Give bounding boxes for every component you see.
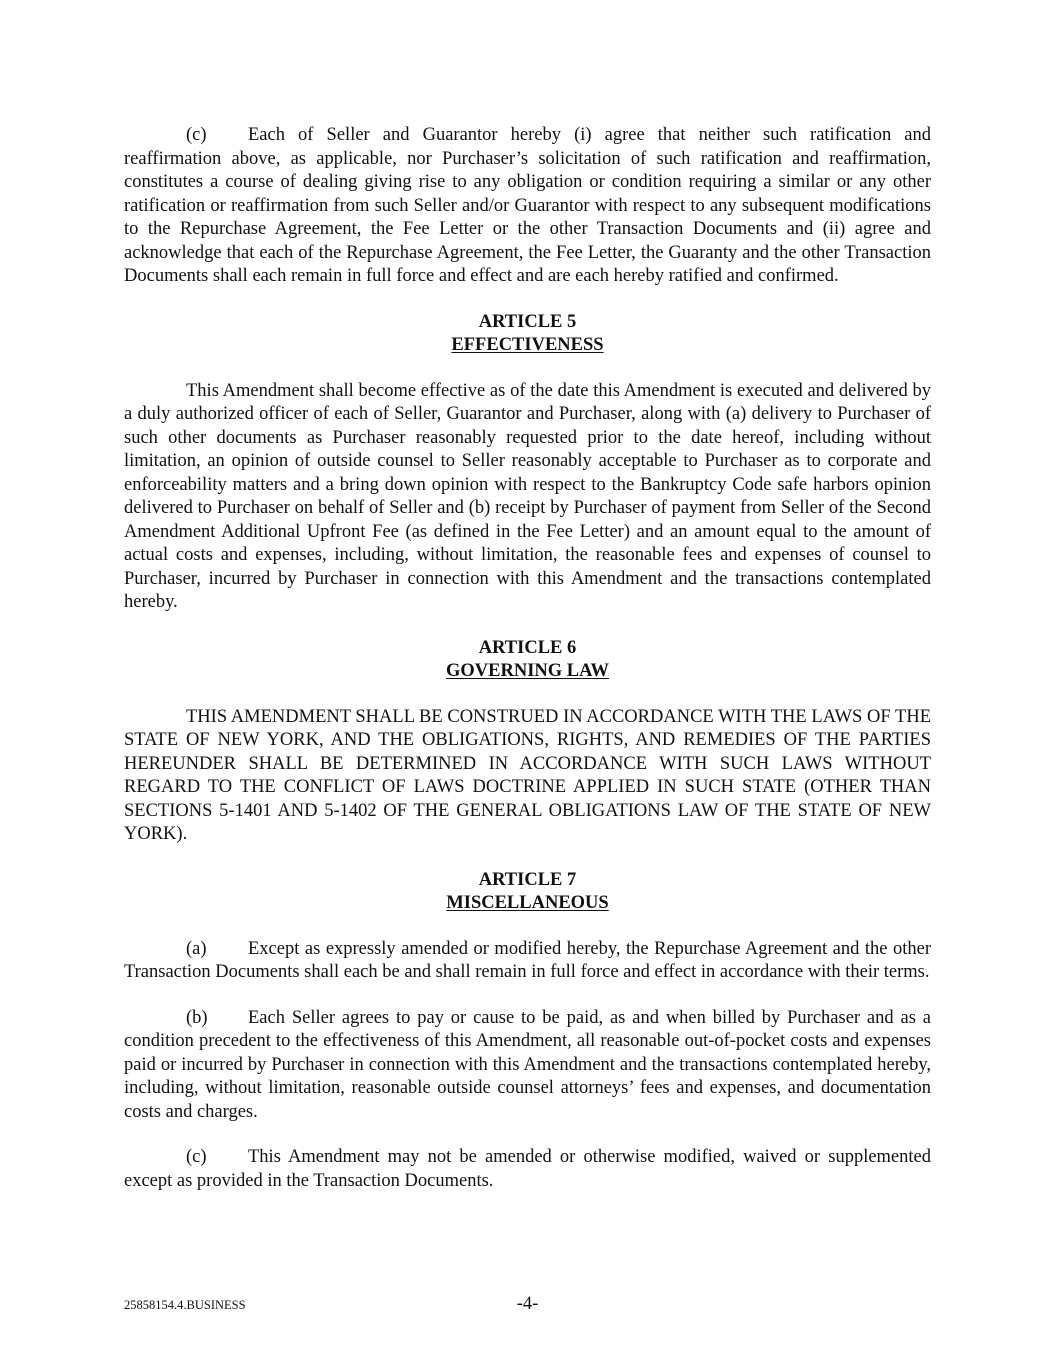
section-a-paragraph	[124, 938, 931, 985]
article-number: ARTICLE 7	[478, 869, 577, 890]
article-number: ARTICLE 5	[478, 311, 577, 332]
section-text: This Amendment may not be amended or otherwise modified, waived or supplemented except as provided in the Transaction Documents.	[124, 1147, 931, 1191]
article-6	[124, 637, 931, 847]
article-7	[124, 869, 931, 1194]
article-title: EFFECTIVENESS	[451, 335, 604, 355]
section-b-paragraph	[124, 1007, 931, 1125]
article-5	[124, 311, 931, 615]
document-id: 25858154.4.BUSINESS	[124, 1298, 246, 1312]
section-label: (a)	[186, 938, 207, 959]
article-body: This Amendment shall become effective as of the date this Amendment is executed and delivered by a duly authorized officer of each of Seller, Guarantor and Purchaser, along with (a) delivery to Purchaser of such other documents as Purchaser reasonably requested prior to the date hereof, including without limitation, an opinion of outside counsel to Seller reasonably acceptable to Purchaser as to corporate and enforceability matters and a bring down opinion with respect to the Bankruptcy Code safe harbors opinion delivered to Purchaser on behalf of Seller and (b) receipt by Purchaser of payment from Seller of the Second Amendment Additional Upfront Fee (as defined in the Fee Letter) and an amount equal to the amount of actual costs and expenses, including, without limitation, the reasonable fees and expenses of counsel to Purchaser, incurred by Purchaser in connection with this Amendment and the transactions contemplated hereby.	[124, 380, 931, 612]
document-page	[124, 124, 931, 1193]
article-title: MISCELLANEOUS	[446, 893, 609, 913]
section-label: (c)	[186, 125, 207, 145]
section-label: (c)	[186, 1147, 207, 1167]
section-text: Each of Seller and Guarantor hereby (i) agree that neither such ratification and reaffirmation above, as applicable, nor Purchaser’s solicitation of such ratification and reaffirmation, constitutes a course of dealing giving rise to any obligation or condition requiring a similar or any other ratification or reaffirmation from such Seller and/or Guarantor with respect to any subsequent modifications to the Repurchase Agreement, the Fee Letter or the other Transaction Documents and (ii) agree and acknowledge that each of the Repurchase Agreement, the Fee Letter, the Guaranty and the other Transaction Documents shall each remain in full force and effect and are each hereby ratified and confirmed.	[124, 125, 931, 286]
article-number: ARTICLE 6	[478, 637, 577, 658]
section-text: Except as expressly amended or modified hereby, the Repurchase Agreement and the other Transaction Documents shall each be and shall remain in full force and effect in accordance with their terms.	[124, 938, 931, 982]
article-title: GOVERNING LAW	[446, 661, 609, 681]
page-number: -4-	[516, 1294, 539, 1314]
section-label: (b)	[186, 1007, 208, 1028]
section-c-paragraph	[124, 1146, 931, 1193]
article-body: THIS AMENDMENT SHALL BE CONSTRUED IN ACCORDANCE WITH THE LAWS OF THE STATE OF NEW YORK, AND THE OBLIGATIONS, RIGHTS, AND REMEDIES OF THE PARTIES HEREUNDER SHALL BE DETERMINED IN ACCORDANCE WITH SUCH LAWS WITHOUT REGARD TO THE CONFLICT OF LAWS DOCTRINE APPLIED IN SUCH STATE (OTHER THAN SECTIONS 5-1401 AND 5-1402 OF THE GENERAL OBLIGATIONS LAW OF THE STATE OF NEW YORK).	[124, 706, 931, 844]
section-text: Each Seller agrees to pay or cause to be paid, as and when billed by Purchaser and as a condition precedent to the effectiveness of this Amendment, all reasonable out-of-pocket costs and expenses paid or incurred by Purchaser in connection with this Amendment and the transactions contemplated hereby, including, without limitation, reasonable outside counsel attorneys’ fees and expenses, and documentation costs and charges.	[124, 1007, 931, 1122]
section-c-paragraph	[124, 124, 931, 289]
